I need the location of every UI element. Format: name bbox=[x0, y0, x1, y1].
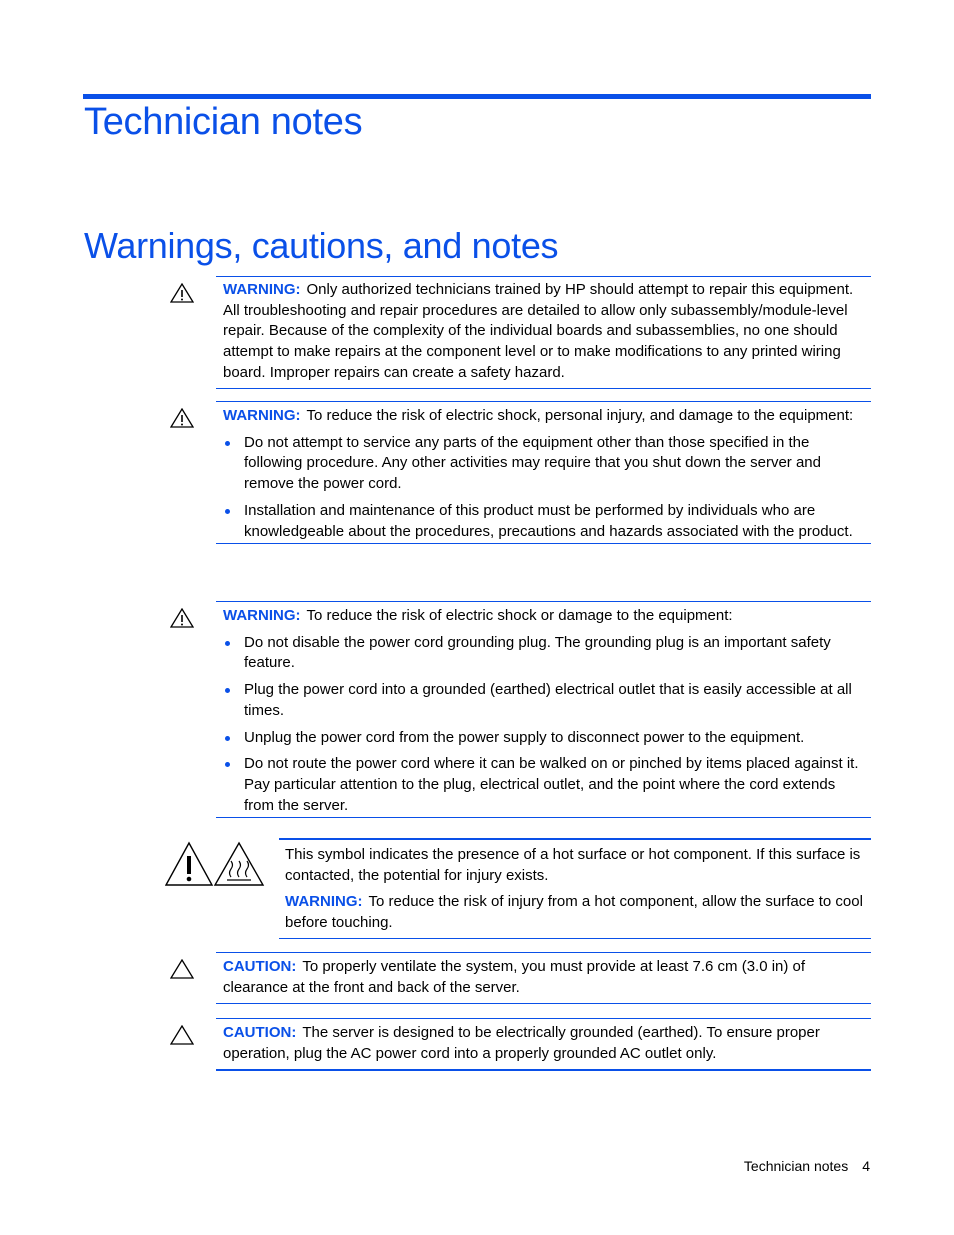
caution-text: The server is designed to be electrically grounded (earthed). To ensure proper operation, plug the AC power cord into a properly grounded AC outlet only. bbox=[223, 1024, 820, 1062]
warning-notice-1 bbox=[216, 280, 871, 389]
warning-notice-2 bbox=[216, 401, 871, 544]
notice-rule bbox=[216, 543, 871, 544]
list-item: Do not disable the power cord grounding plug. The grounding plug is an important safety feature. bbox=[223, 633, 867, 674]
warning-text: To reduce the risk of electric shock or damage to the equipment: bbox=[306, 607, 733, 624]
warning-triangle-icon bbox=[170, 608, 194, 628]
warning-triangle-icon bbox=[170, 408, 194, 428]
list-item: Plug the power cord into a grounded (earthed) electrical outlet that is easily accessible at all times. bbox=[223, 680, 867, 721]
notice-rule bbox=[216, 388, 871, 389]
warning-text: Only authorized technicians trained by HP should attempt to repair this equipment. All troubleshooting and repair procedures are detailed to allow only subassembly/module-level repair. Because of the complexity of the individual boards and subassemblies, no one should attempt to make repairs at the component level or to make modifications to any printed wiring board. Improper repairs can create a safety hazard. bbox=[223, 281, 854, 381]
list-item: Do not route the power cord where it can be walked on or pinched by items placed against it. Pay particular attention to the plug, electrical outlet, and the point where the cord extends from the server. bbox=[223, 754, 867, 816]
warning-label: WARNING: bbox=[285, 893, 363, 911]
notice-rule bbox=[216, 1069, 871, 1071]
page-footer bbox=[744, 1158, 870, 1174]
page-number: 4 bbox=[862, 1158, 870, 1174]
notice-rule bbox=[216, 1003, 871, 1004]
warning-label: WARNING: bbox=[223, 407, 301, 424]
page-title: Technician notes bbox=[84, 101, 363, 143]
warning-triangle-icon bbox=[170, 283, 194, 303]
caution-triangle-icon bbox=[170, 1025, 194, 1045]
list-item: Do not attempt to service any parts of the equipment other than those specified in the following procedure. Any other activities may require that you shut down the server and remove the power cord. bbox=[223, 433, 867, 495]
hot-surface-notice bbox=[279, 838, 871, 939]
footer-section: Technician notes bbox=[743, 1158, 849, 1174]
notice-rule bbox=[279, 938, 871, 939]
caution-notice-2 bbox=[216, 1018, 871, 1071]
hot-surface-icon bbox=[165, 841, 267, 887]
warning-label: WARNING: bbox=[223, 607, 301, 624]
caution-text: To properly ventilate the system, you must provide at least 7.6 cm (3.0 in) of clearance at the front and back of the server. bbox=[223, 958, 806, 996]
title-rule bbox=[83, 94, 871, 99]
warning-list bbox=[223, 433, 867, 543]
section-title: Warnings, cautions, and notes bbox=[84, 225, 559, 266]
caution-label: CAUTION: bbox=[223, 1024, 297, 1041]
list-item: Unplug the power cord from the power supply to disconnect power to the equipment. bbox=[223, 728, 867, 749]
warning-text: To reduce the risk of injury from a hot component, allow the surface to cool before touching. bbox=[285, 893, 863, 932]
section-rule bbox=[216, 276, 871, 277]
caution-triangle-icon bbox=[170, 959, 194, 979]
caution-notice-1 bbox=[216, 952, 871, 1004]
warning-text: To reduce the risk of electric shock, personal injury, and damage to the equipment: bbox=[306, 407, 854, 424]
list-item: Installation and maintenance of this product must be performed by individuals who are knowledgeable about the procedures, precautions and hazards associated with the product. bbox=[223, 501, 867, 542]
warning-notice-3 bbox=[216, 601, 871, 818]
hot-surface-description: This symbol indicates the presence of a hot surface or hot component. If this surface is contacted, the potential for injury exists. bbox=[285, 846, 861, 884]
caution-label: CAUTION: bbox=[223, 958, 297, 975]
notice-rule bbox=[216, 817, 871, 818]
warning-list bbox=[223, 633, 867, 817]
warning-label: WARNING: bbox=[223, 281, 301, 298]
